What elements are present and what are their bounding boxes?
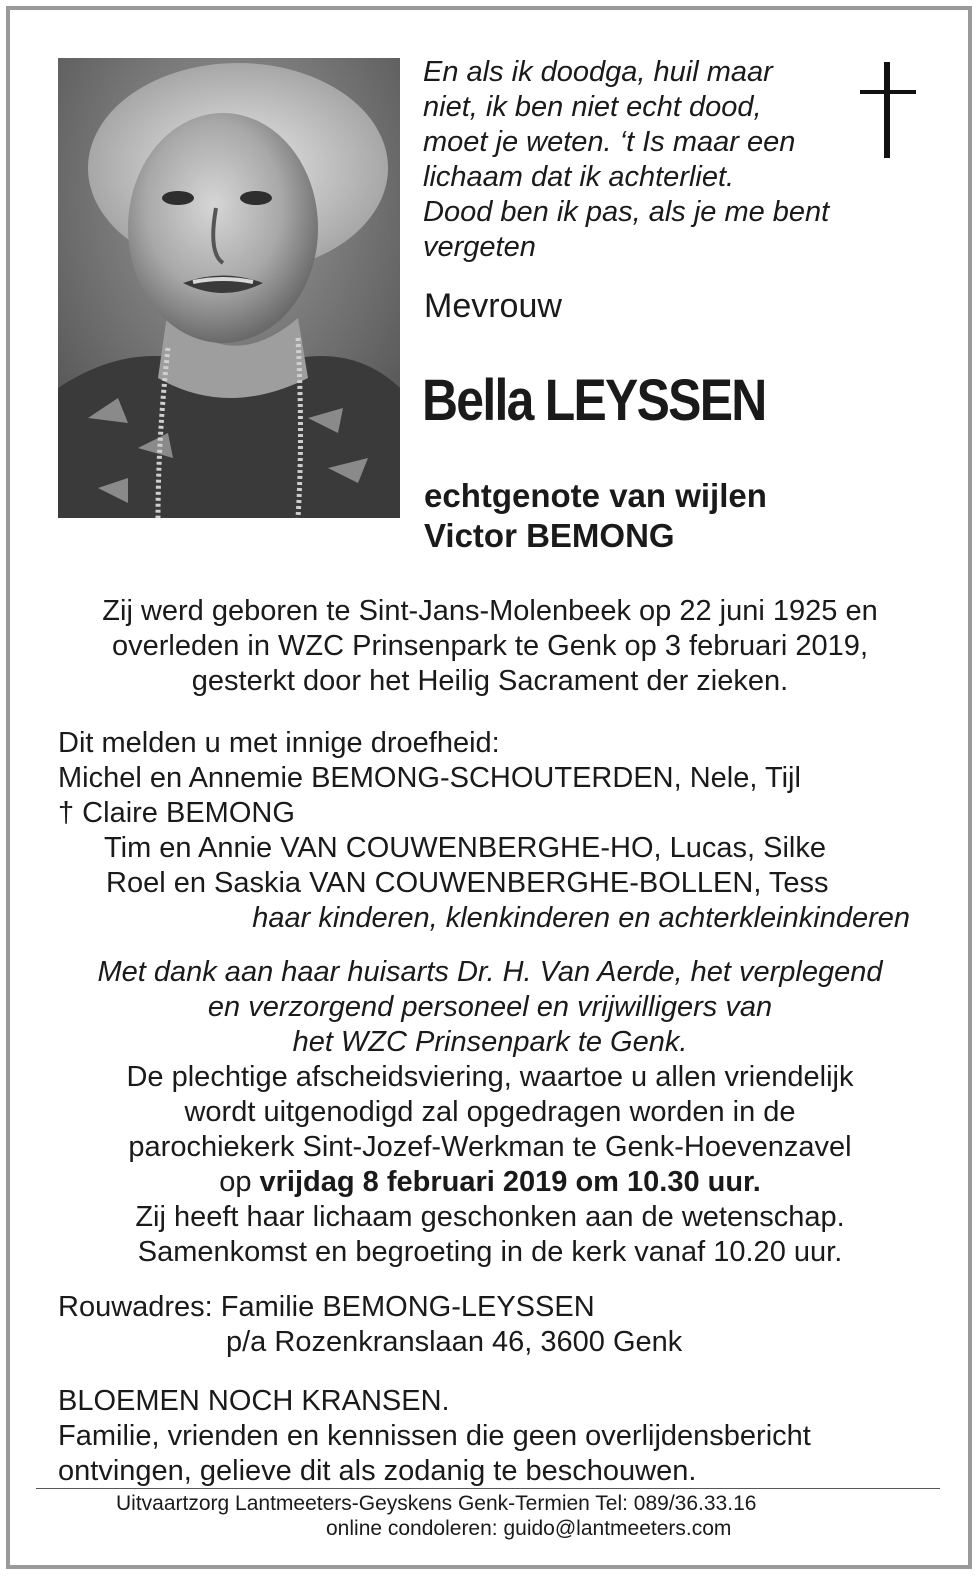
ceremony-after-line: Samenkomst en begroeting in de kerk vanaf 10.20 uur. — [137, 1236, 843, 1268]
footer-condolences: online condoleren: guido@lantmeeters.com — [326, 1517, 732, 1540]
spouse-line-2: Victor BEMONG — [424, 517, 675, 554]
poem-line: En als ik doodga, huil maar — [423, 56, 773, 88]
poem-line: Dood ben ik pas, als je me bent — [423, 196, 830, 228]
flowers-line-3: ontvingen, gelieve dit als zodanig te beschouwen. — [58, 1455, 697, 1487]
thanks-line: het WZC Prinsenpark te Genk. — [292, 1026, 688, 1058]
poem-line: moet je weten. ‘t Is maar een — [423, 126, 796, 158]
ceremony-date — [40, 1165, 940, 1200]
title-mevrouw: Mevrouw — [424, 287, 562, 325]
ceremony-line: parochiekerk Sint-Jozef-Werkman te Genk-Hoevenzavel — [128, 1131, 852, 1163]
birth-death-line: overleden in WZC Prinsenpark te Genk op 3 februari 2019, — [111, 630, 868, 662]
address-section — [58, 1290, 938, 1360]
flowers-line-1: BLOEMEN NOCH KRANSEN. — [58, 1385, 450, 1417]
address-line-2: p/a Rozenkranslaan 46, 3600 Genk — [226, 1326, 683, 1358]
spouse-line-1: echtgenote van wijlen — [424, 477, 767, 514]
family-section — [58, 726, 938, 936]
ceremony-line: wordt uitgenodigd zal opgedragen worden in de — [184, 1096, 796, 1128]
deceased-name: Bella LEYSSEN — [422, 368, 766, 433]
ceremony-date-prefix: op — [219, 1166, 252, 1198]
spouse-info — [424, 476, 767, 556]
family-line-2: † Claire BEMONG — [58, 797, 295, 829]
poem-line: lichaam dat ik achterliet. — [423, 161, 735, 193]
poem — [423, 55, 873, 265]
ceremony-line: De plechtige afscheidsviering, waartoe u allen vriendelijk — [126, 1061, 854, 1093]
footer-divider — [36, 1488, 940, 1489]
birth-death-line: gesterkt door het Heilig Sacrament der zieken. — [191, 665, 789, 697]
family-line-1: Michel en Annemie BEMONG-SCHOUTERDEN, Nele, Tijl — [58, 762, 801, 794]
birth-death-line: Zij werd geboren te Sint-Jans-Molenbeek op 22 juni 1925 en — [102, 595, 878, 627]
thanks-ceremony-section — [40, 955, 940, 1270]
family-relation: haar kinderen, klenkinderen en achterkleinkinderen — [252, 902, 910, 934]
thanks-line: Met dank aan haar huisarts Dr. H. Van Aerde, het verplegend — [97, 956, 883, 988]
family-line-3: Tim en Annie VAN COUWENBERGHE-HO, Lucas, Silke — [104, 832, 826, 864]
cross-icon — [858, 60, 918, 160]
birth-death-paragraph — [40, 594, 940, 699]
portrait-illustration — [58, 58, 400, 518]
poem-line: vergeten — [423, 231, 536, 263]
address-line-1: Rouwadres: Familie BEMONG-LEYSSEN — [58, 1291, 595, 1323]
portrait-photo — [58, 58, 400, 518]
thanks-line: en verzorgend personeel en vrijwilligers van — [207, 991, 773, 1023]
poem-line: niet, ik ben niet echt dood, — [423, 91, 762, 123]
family-line-4: Roel en Saskia VAN COUWENBERGHE-BOLLEN, Tess — [106, 867, 829, 899]
ceremony-after-line: Zij heeft haar lichaam geschonken aan de wetenschap. — [135, 1201, 845, 1233]
family-intro: Dit melden u met innige droefheid: — [58, 727, 500, 759]
ceremony-date-value: vrijdag 8 februari 2019 om 10.30 uur. — [259, 1166, 761, 1198]
footer-undertaker: Uitvaartzorg Lantmeeters-Geyskens Genk-Termien Tel: 089/36.33.16 — [116, 1492, 757, 1515]
flowers-section — [58, 1384, 938, 1489]
flowers-line-2: Familie, vrienden en kennissen die geen overlijdensbericht — [58, 1420, 811, 1452]
